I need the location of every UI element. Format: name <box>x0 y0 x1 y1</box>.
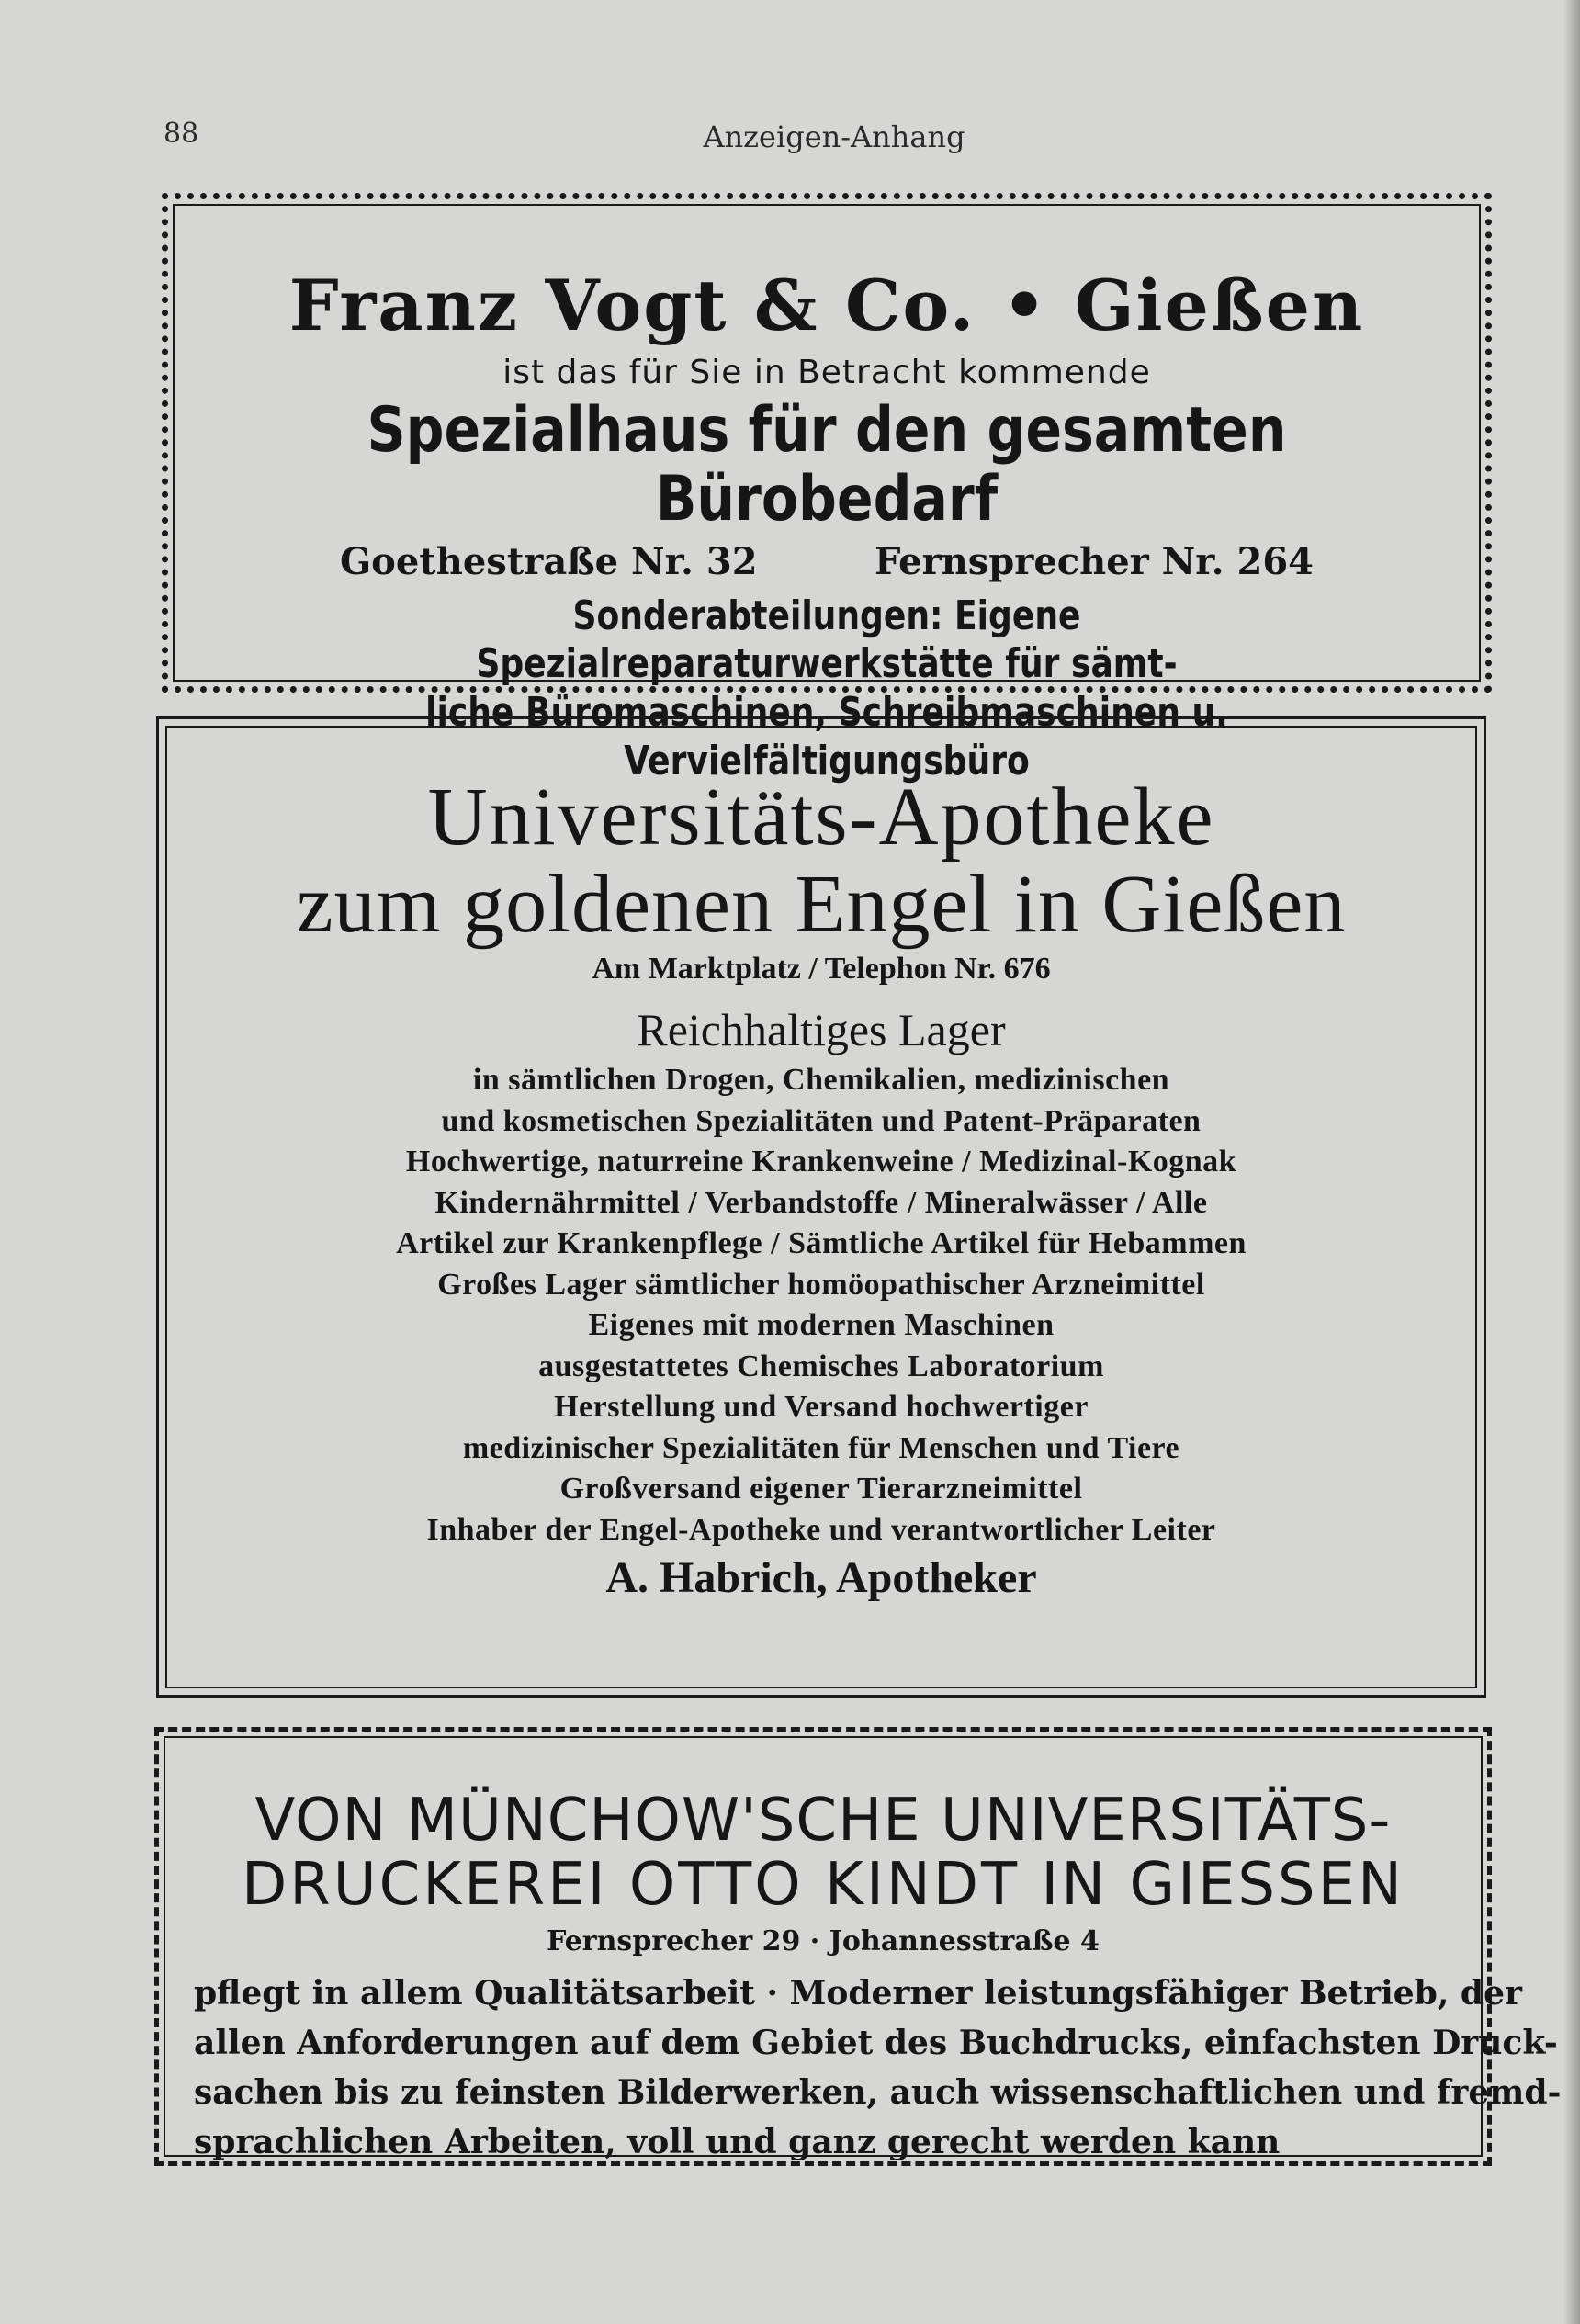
ad-vogt-headline: Spezialhaus für den gesamten Bürobedarf <box>367 394 1287 536</box>
ad-apotheke-body <box>159 1060 1484 1551</box>
ad-universitaets-apotheke <box>156 716 1486 1698</box>
ad-vogt-phone: Fernsprecher Nr. 264 <box>874 539 1314 583</box>
ad-druckerei-description <box>194 1969 1562 2167</box>
ad-vogt-contact-row <box>340 540 1314 583</box>
ad-vogt-address: Goethestraße Nr. 32 <box>340 539 758 583</box>
ad-druckerei-desc-line: sprachlichen Arbeiten, voll und ganz gerecht werden kann <box>194 2122 1281 2161</box>
ad-druckerei-kindt <box>154 1727 1562 2166</box>
ad-apotheke-line: Großes Lager sämtlicher homöopathischer Arzneimittel <box>437 1267 1205 1302</box>
ad-apotheke-line: Hochwertige, naturreine Krankenweine / Medizinal-Kognak <box>405 1145 1237 1179</box>
page-header <box>164 118 1505 164</box>
ad-druckerei-desc-line: pflegt in allem Qualitätsarbeit · Moderner leistungsfähiger Betrieb, der <box>194 1973 1522 2013</box>
ad-apotheke-line: Kindernährmittel / Verbandstoffe / Mineralwässer / Alle <box>434 1185 1208 1220</box>
ad-druckerei-desc-line: sachen bis zu feinsten Bilderwerken, auch wissenschaftlichen und fremd- <box>194 2072 1562 2112</box>
ad-apotheke-lager-heading: Reichhaltiges Lager <box>637 1004 1006 1055</box>
ad-apotheke-line: Herstellung und Versand hochwertiger <box>554 1390 1089 1424</box>
ad-apotheke-owner: A. Habrich, Apotheker <box>605 1553 1037 1602</box>
ad-apotheke-title: Universitäts-Apotheke <box>427 772 1215 863</box>
ad-apotheke-contact: Am Marktplatz / Telephon Nr. 676 <box>592 952 1051 986</box>
ad-apotheke-line: Großversand eigener Tierarzneimittel <box>559 1472 1083 1506</box>
ad-vogt-firm-name: Franz Vogt & Co. • Gießen <box>288 265 1365 346</box>
ad-vogt-departments-line: liche Büromaschinen, Schreibmaschinen u. Vervielfältigungsbüro <box>425 689 1228 784</box>
ad-apotheke-line: und kosmetischen Spezialitäten und Patent-Präparaten <box>441 1103 1202 1138</box>
ad-franz-vogt <box>162 193 1492 784</box>
ad-vogt-departments-line: Sonderabteilungen: Eigene Spezialreparaturwerkstätte für sämt- <box>476 592 1178 688</box>
ad-apotheke-line: medizinischer Spezialitäten für Menschen und Tiere <box>462 1430 1180 1465</box>
ad-apotheke-line: Eigenes mit modernen Maschinen <box>588 1308 1055 1342</box>
ad-druckerei-desc-line: allen Anforderungen auf dem Gebiet des Buchdrucks, einfachsten Druck- <box>194 2023 1558 2062</box>
ad-apotheke-line: in sämtlichen Drogen, Chemikalien, medizinischen <box>472 1063 1170 1097</box>
page-edge-shadow <box>1563 0 1580 2324</box>
ad-apotheke-subtitle: zum goldenen Engel in Gießen <box>296 858 1347 950</box>
ad-vogt-subline: ist das für Sie in Betracht kommende <box>502 354 1151 391</box>
running-title: Anzeigen-Anhang <box>703 119 965 154</box>
page-number: 88 <box>164 118 199 150</box>
ad-druckerei-name-continued: DRUCKEREI OTTO KINDT IN GIESSEN <box>242 1851 1405 1920</box>
ad-druckerei-name: VON MÜNCHOW'SCHE UNIVERSITÄTS- <box>254 1787 1392 1855</box>
ad-apotheke-line: ausgestattetes Chemisches Laboratorium <box>538 1348 1104 1383</box>
ad-apotheke-line: Inhaber der Engel-Apotheke und verantwortlicher Leiter <box>426 1512 1216 1547</box>
ad-apotheke-line: Artikel zur Krankenpflege / Sämtliche Artikel für Hebammen <box>396 1226 1247 1260</box>
ad-druckerei-contact: Fernsprecher 29 · Johannesstraße 4 <box>547 1924 1100 1957</box>
